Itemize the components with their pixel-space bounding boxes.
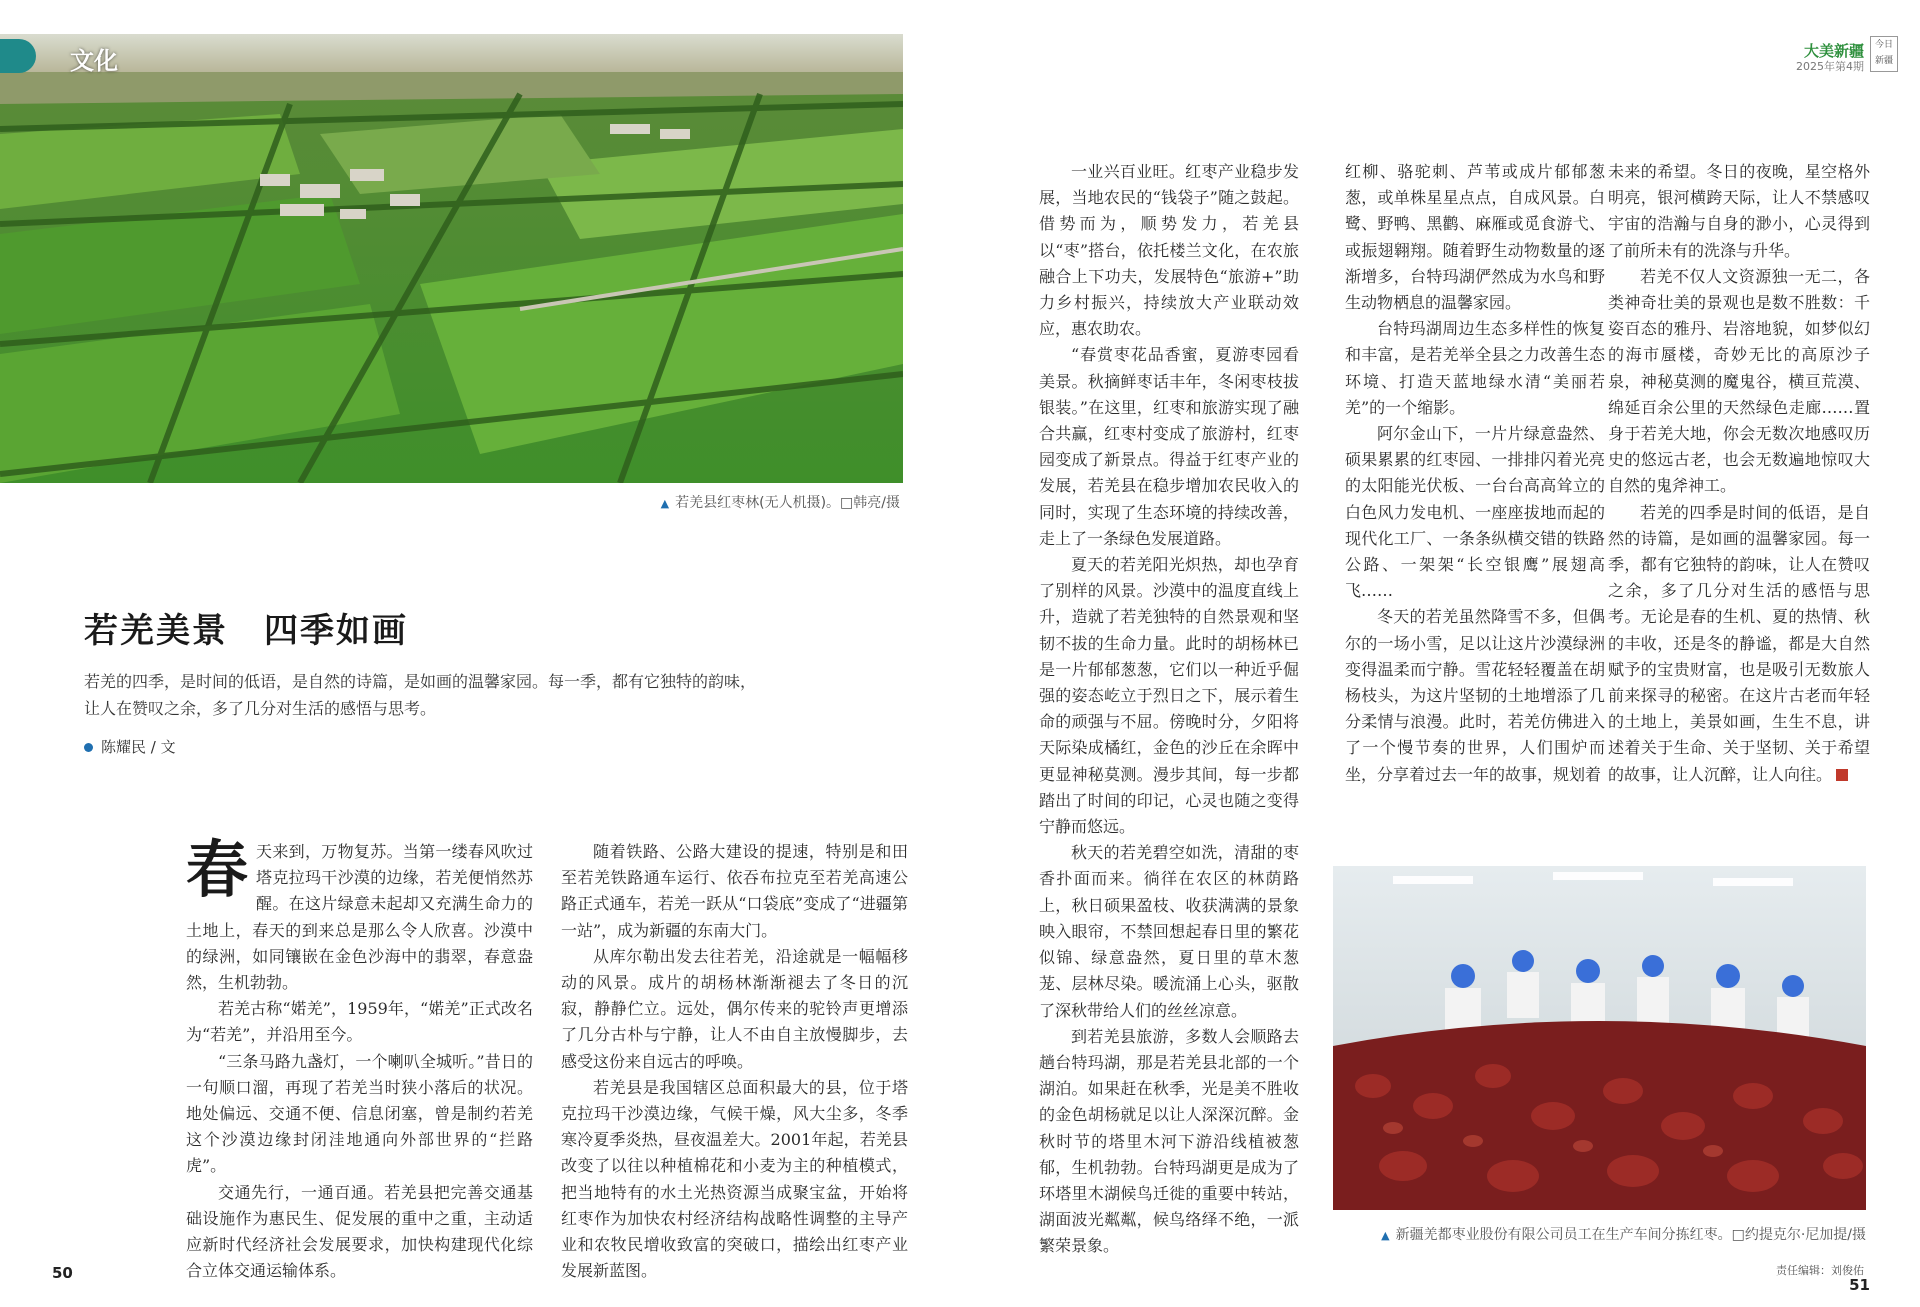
- aerial-photo-jujube-forest: [0, 34, 903, 483]
- caption-triangle-icon-2: ▲: [1381, 1229, 1390, 1242]
- column-2-paragraph-3: 若羌县是我国辖区总面积最大的县，位于塔克拉玛干沙漠边缘，气候干燥，风大尘多，冬季寒冷夏季炎热，昼夜温差大。2001年起，若羌县改变了以往以种植棉花和小麦为主的种植模式，把当地特有的水土光热资源当成聚宝盆，开始将红枣作为加快农村经济结构战略性调整的主导产业和农牧民增收致富的突破口，描绘出红枣产业发展新蓝图。: [561, 1077, 908, 1281]
- column-1-paragraph-1: [186, 833, 533, 996]
- column-3-paragraph-1: 一业兴百业旺。红枣产业稳步发展，当地农民的“钱袋子”随之鼓起。借势而为，顺势发力，若羌县以“枣”搭台，依托楼兰文化，在农旅融合上下功夫，发展特色“旅游+”助力乡村振兴，持续放大产业联动效应，惠农助农。: [1039, 162, 1299, 339]
- magazine-issue: 2025年第4期: [1796, 60, 1864, 73]
- column-5-paragraph-3: [1608, 500, 1870, 788]
- column-5-paragraph-1: 未来的希望。冬日的夜晚，星空格外明亮，银河横跨天际，让人不禁感叹宇宙的浩瀚与自身的渺小，心灵得到了前所未有的洗涤与升华。: [1608, 162, 1870, 260]
- column-3-paragraph-4: 秋天的若羌碧空如洗，清甜的枣香扑面而来。徜徉在农区的林荫路上，秋日硕果盈枝、收获满满的景象映入眼帘，不禁回想起春日里的繁花似锦、绿意盎然，夏日里的草木葱茏、层林尽染。暖流涌上心头，驱散了深秋带给人们的丝丝凉意。: [1039, 843, 1299, 1020]
- column-5-paragraph-2: 若羌不仅人文资源独一无二，各类神奇壮美的景观也是数不胜数：千姿百态的雅丹、岩溶地貌，如梦似幻的海市蜃楼，奇妙无比的高原沙子泉，神秘莫测的魔鬼谷，横亘荒漠、绵延百余公里的天然绿色走廊……置身于若羌大地，你会无数次地感叹历史的悠远古老，也会无数遍地惊叹大自然的鬼斧神工。: [1608, 266, 1870, 496]
- column-4-paragraph-3: 阿尔金山下，一片片绿意盎然、硕果累累的红枣园、一排排闪着光亮的太阳能光伏板、一台台高高耸立的白色风力发电机、一座座拔地而起的现代化工厂、一条条纵横交错的铁路公路、一架架“长空银鹰”展翅高飞……: [1345, 424, 1605, 601]
- section-tab-marker: [0, 39, 36, 73]
- section-label: 文化: [70, 47, 118, 75]
- article-column-5: [1608, 159, 1870, 788]
- responsible-editor: 责任编辑：刘俊佑: [1776, 1264, 1864, 1277]
- column-3-paragraph-2: “春赏枣花品香蜜，夏游枣园看美景。秋摘鲜枣话丰年，冬闲枣枝拔银装。”在这里，红枣和旅游实现了融合共赢，红枣村变成了旅游村，红枣园变成了新景点。得益于红枣产业的发展，若羌县在稳步增加农民收入的同时，实现了生态环境的持续改善，走上了一条绿色发展道路。: [1039, 345, 1299, 548]
- top-photo-caption-text: 若羌县红枣林(无人机摄)。□韩亮/摄: [675, 495, 900, 511]
- column-3-paragraph-3: 夏天的若羌阳光炽热，却也孕育了别样的风景。沙漠中的温度直线上升，造就了若羌独特的自然景观和坚韧不拔的生命力量。此时的胡杨林已是一片郁郁葱葱，它们以一种近乎倔强的姿态屹立于烈日之下，展示着生命的顽强与不屈。傍晚时分，夕阳将天际染成橘红，金色的沙丘在余晖中更显神秘莫测。漫步其间，每一步都踏出了时间的印记，心灵也随之变得宁静而悠远。: [1039, 555, 1299, 837]
- caption-triangle-icon: ▲: [660, 497, 670, 510]
- magazine-logo: 今日新疆: [1870, 36, 1898, 72]
- article-column-4: [1345, 159, 1605, 788]
- column-5-paragraph-3-text: 若羌的四季是时间的低语，是自然的诗篇，是如画的温馨家园。每一季，都有它独特的韵味，让人在赞叹之余，多了几分对生活的感悟与思考。无论是春的生机、夏的热情、秋的丰收，还是冬的静谧，都是大自然赋予的宝贵财富，也是吸引无数旅人前来探寻的秘密。在这片古老而年轻的土地上，美景如画，生生不息，讲述着关于生命、关于坚韧、关于希望的故事，让人沉醉，让人向往。: [1608, 502, 1870, 784]
- article-column-1: [186, 833, 533, 1284]
- bottom-photo-caption-text: 新疆羌都枣业股份有限公司员工在生产车间分拣红枣。□约提克尔·尼加提/摄: [1395, 1227, 1866, 1243]
- author-dot-icon: [84, 743, 93, 752]
- top-photo-caption: [0, 492, 900, 512]
- column-2-paragraph-1: 随着铁路、公路大建设的提速，特别是和田至若羌铁路通车运行、依吞布拉克至若羌高速公路正式通车，若羌一跃从“口袋底”变成了“进疆第一站”，成为新疆的东南大门。: [561, 842, 908, 940]
- column-1-paragraph-1-text: 天来到，万物复苏。当第一缕春风吹过塔克拉玛干沙漠的边缘，若羌便悄然苏醒。在这片绿意未起却又充满生命力的土地上，春天的到来总是那么令人欣喜。沙漠中的绿洲，如同镶嵌在金色沙海中的翡翠，春意盎然，生机勃勃。: [186, 842, 533, 993]
- column-4-paragraph-1: 红柳、骆驼刺、芦苇或成片郁郁葱葱，或单株星星点点，自成风景。白鹭、野鸭、黑鹳、麻雁或觅食游弋、或振翅翱翔。随着野生动物数量的逐渐增多，台特玛湖俨然成为水鸟和野生动物栖息的温馨家园。: [1345, 162, 1605, 313]
- article-title: 若羌美景 四季如画: [84, 611, 408, 651]
- magazine-name: 大美新疆: [1803, 42, 1864, 60]
- end-mark-icon: [1836, 769, 1848, 781]
- page-number-right: 51: [1849, 1276, 1870, 1294]
- column-2-paragraph-2: 从库尔勒出发去往若羌，沿途就是一幅幅移动的风景。成片的胡杨林渐渐褪去了冬日的沉寂，静静伫立。远处，偶尔传来的驼铃声更增添了几分古朴与宁静，让人不由自主放慢脚步，去感受这份来自远古的呼唤。: [561, 946, 908, 1071]
- column-3-paragraph-5: 到若羌县旅游，多数人会顺路去趟台特玛湖，那是若羌县北部的一个湖泊。如果赶在秋季，光是美不胜收的金色胡杨就足以让人深深沉醉。金秋时节的塔里木河下游沿线植被葱郁，生机勃勃。台特玛湖更是成为了环塔里木湖候鸟迁徙的重要中转站，湖面波光粼粼，候鸟络绎不绝，一派繁荣景象。: [1039, 1026, 1299, 1256]
- page-number-left: 50: [52, 1264, 73, 1282]
- column-1-paragraph-4: 交通先行，一通百通。若羌县把完善交通基础设施作为惠民生、促发展的重中之重，主动适应新时代经济社会发展要求，加快构建现代化综合立体交通运输体系。: [186, 1182, 533, 1281]
- article-column-3: [1039, 159, 1299, 1260]
- bottom-photo-caption: [1330, 1224, 1866, 1244]
- author-name: 陈耀民 / 文: [101, 738, 176, 756]
- article-author: [84, 736, 176, 757]
- column-1-paragraph-3: “三条马路九盏灯，一个喇叭全城听。”昔日的一句顺口溜，再现了若羌当时狭小落后的状况。地处偏远、交通不便、信息闭塞，曾是制约若羌这个沙漠边缘封闭洼地通向外部世界的“拦路虎”。: [186, 1051, 533, 1176]
- article-lead: 若羌的四季，是时间的低语，是自然的诗篇，是如画的温馨家园。每一季，都有它独特的韵味，让人在赞叹之余，多了几分对生活的感悟与思考。: [84, 672, 757, 718]
- column-4-paragraph-4: 冬天的若羌虽然降雪不多，但偶尔的一场小雪，足以让这片沙漠绿洲变得温柔而宁静。雪花轻轻覆盖在胡杨枝头，为这片坚韧的土地增添了几分柔情与浪漫。此时，若羌仿佛进入了一个慢节奏的世界，人们围炉而坐，分享着过去一年的故事，规划着: [1345, 607, 1605, 784]
- article-column-2: [561, 839, 908, 1284]
- jujube-sorting-photo: [1333, 866, 1866, 1210]
- section-tab: [0, 39, 140, 73]
- column-4-paragraph-2: 台特玛湖周边生态多样性的恢复和丰富，是若羌举全县之力改善生态环境、打造天蓝地绿水清“美丽若羌”的一个缩影。: [1345, 319, 1605, 417]
- column-1-paragraph-2: 若羌古称“婼羌”，1959年，“婼羌”正式改名为“若羌”，并沿用至今。: [186, 999, 533, 1045]
- drop-cap: 春: [186, 833, 249, 906]
